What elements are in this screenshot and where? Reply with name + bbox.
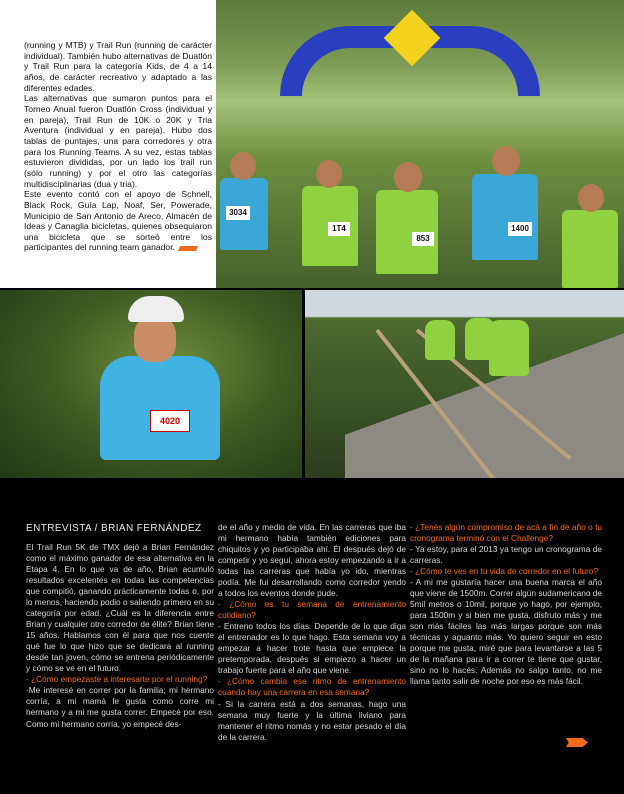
railway-riders-photo xyxy=(305,290,624,478)
runner-head xyxy=(578,184,604,212)
interview-answer: - Ya estoy, para el 2013 ya tengo un cronograma de carreras. xyxy=(410,544,602,566)
runner-head xyxy=(492,146,520,176)
rider xyxy=(425,320,455,360)
next-page-arrow-icon xyxy=(566,738,588,747)
interview-answer: -Me interesé en correr por la familia; mi hermano corría, a mi mamá le gusta como corre mi hermano y a mi me gusta correr. Empecé por eso. Como mi hermano corría, yo empecé des- xyxy=(26,685,214,729)
article-column-1 xyxy=(26,542,214,730)
end-mark-icon xyxy=(178,246,198,251)
race-bib: 1400 xyxy=(508,222,532,236)
interview-answer: - Si la carrera está a dos semanas, hago una semana muy fuerte y la última liviano para mantener el ritmo nomás y no estar pesado el día de la carrera. xyxy=(218,698,406,742)
intro-paragraph xyxy=(24,189,212,253)
interview-answer: - A mi me gustaría hacer una buena marca el año que viene de 1500m. Correr algún sudamericano de 5mil metros o 10mil, porque yo hago, por ejemplo, para 1500m y si bien me gusta, disfruto más y me son más fáciles las más largas porque son más técnicas y aguanto más. Yo quiero seguir en esto porque me gusta, miré que para levantarse a las 5 de la mañana para ir a correr te tiene que gustar, sino no lo hacés. Además no salgo tanto, no me llama tanto salir de noche por eso es más fácil. xyxy=(410,577,602,687)
article-column-3 xyxy=(410,522,602,687)
interview-answer: de el año y medio de vida. En las carreras que iba mi hermano había también ediciones para chiquitos y yo participaba ahí. Él después dejó de competir y yo seguí, ahora estoy empezando a ir a todas las carreras que había yo ido, mientras podía. Me fui desarrollando como corredor yendo a todos los eventos donde pude. xyxy=(218,522,406,599)
interview-article xyxy=(0,478,624,794)
interview-question: - ¿Tenés algún compromiso de acá a fin de año o tu cronograma terminó con el Challenge? xyxy=(410,522,602,544)
intro-paragraph: (running y MTB) y Trail Run (running de carácter individual). También hubo alternativas de Duatlón y Trail Run para la categoría Kids, de 4 a 14 años, de carácter recreativo y adaptado a las diferentes edades. xyxy=(24,40,212,93)
runner-head xyxy=(394,162,422,192)
runner xyxy=(472,174,538,260)
race-bib: 1T4 xyxy=(328,222,350,236)
interview-heading: ENTREVISTA / BRIAN FERNÁNDEZ xyxy=(26,523,202,534)
article-paragraph: El Trail Run 5K de TMX dejó a Brian Fernández como el máximo ganador de esa alternativa en la Etapa 4. En lo que va de año, Brian acumuló resultados excelentes en todas las competencias que compitió, ganando prácticamente todas o, por lo menos, haciendo podio o saliendo primero en su categoría por edad. ¿Cuál es la diferencia entre Brian y cualquier otro corredor de élite? Brian tiene 15 años. Hablamos con él para que nos cuente qué fue lo que hizo que se dedicara al running desde tan joven, cómo se entrena periódicamente y cómo se ve en el futuro. xyxy=(26,542,214,674)
interview-question: - ¿Cómo cambia ese ritmo de entrenamiento cuando hay una carrera en esa semana? xyxy=(218,676,406,698)
race-bib: 853 xyxy=(412,232,434,246)
intro-paragraph: Las alternativas que sumaron puntos para el Torneo Anual fueron Duatlón Cross (individual y en pareja), Trail Run de 10K o 20K y Tria Aventura (individual y en pareja). Hubo dos tablas de puntajes, una para corredores y otra para los Running Teams. A su vez, estas tablas estuvieron divididas, por un lado los trail run (sólo running) y por el otro las categorías multidisciplinarias (dua y tria). xyxy=(24,93,212,189)
rider xyxy=(489,320,529,376)
runner-head xyxy=(316,160,342,188)
race-start-photo xyxy=(216,0,624,288)
intro-paragraph-text: Este evento contó con el apoyo de Schnell, Black Rock, Guía Lap, Noaf, Ser, Powerade, Municipio de San Antonio de Areco, Almacén de Ideas y Canaglia bicicletas, quienes obsequiaron una bicicleta que se sorteó entre los participantes del running team ganador. xyxy=(24,189,212,253)
interview-question: - ¿Cómo empezaste a interesarte por el running? xyxy=(26,674,208,685)
cyclist-photo xyxy=(0,290,302,478)
cyclist-jersey xyxy=(100,356,220,460)
runner xyxy=(562,210,618,288)
runner-head xyxy=(230,152,256,180)
interview-answer: - Entreno todos los días. Depende de lo que diga el entrenador es lo que hago. Esta semana voy a empezar a hacer trote hasta que empiece la pretemporada, después si empiezo a hacer un trabajo fuerte para el año que viene. xyxy=(218,621,406,676)
race-bib: 4020 xyxy=(150,410,190,432)
intro-text-block xyxy=(0,0,216,288)
cyclist-face xyxy=(134,316,176,362)
race-bib: 3034 xyxy=(226,206,250,220)
interview-question: - ¿Cómo te ves en tu vida de corredor en el futuro? xyxy=(410,566,599,577)
article-column-2 xyxy=(218,522,406,743)
helmet-icon xyxy=(128,296,184,322)
interview-question: - ¿Cómo es tu semana de entrenamiento cotidiano? xyxy=(218,599,406,621)
